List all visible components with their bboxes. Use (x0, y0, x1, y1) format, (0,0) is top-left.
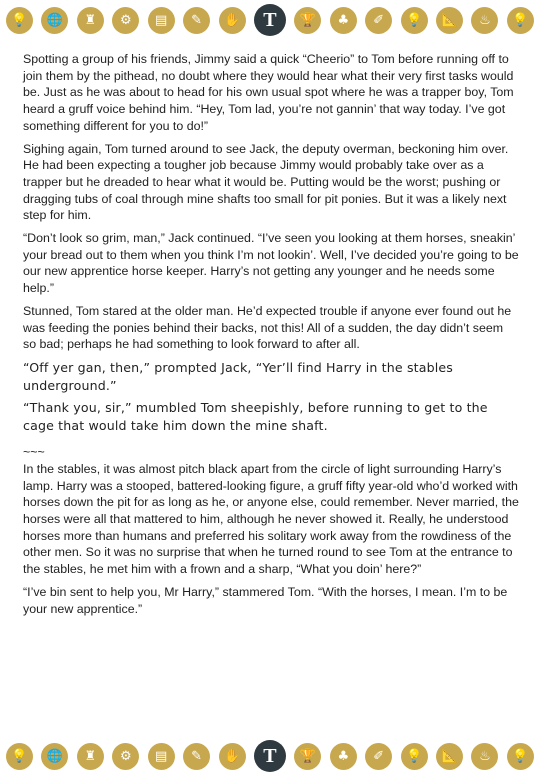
lightbulb-icon: 💡 (6, 743, 33, 770)
paragraph: In the stables, it was almost pitch black apart from the circle of light surrounding Harry’s lamp. Harry was a stooped, battered-looking figure, a gruff fifty year-old who’d worked with horses down the pit for as long as he, or anyone else, could remember. Never married, the horses were all that mattered to him, although he never showed it. Really, he understood horses more than humans and preferred his solitary work away from the rowdiness of the other men. So it was no surprise that when he turned round to see Tom at the entrance to the stables, he met him with a frown and a sharp, “What you doin’ here?” (23, 461, 519, 577)
paragraph: “Don’t look so grim, man,” Jack continued. “I’ve seen you looking at them horses, sneakin’ your bread out to them when you think I’m not lookin’. Well, I’ve decided you’re going to be our new apprentice horse keeper. Harry’s not getting any younger and he needs some help.” (23, 231, 519, 296)
dialogue-paragraph: “Thank you, sir,” mumbled Tom sheepishly, before running to get to the cage that would take him down the mine shaft. (23, 399, 488, 433)
tree-icon: ♣ (330, 7, 357, 34)
book-icon: ▤ (148, 743, 175, 770)
hands-icon: ✋ (219, 743, 246, 770)
pot-icon: ♨ (471, 743, 498, 770)
paragraph: “I’ve bin sent to help you, Mr Harry,” stammered Tom. “With the horses, I mean. I’m to be your new apprentice.” (23, 584, 508, 616)
globe-icon: 🌐 (41, 743, 68, 770)
castle-icon: ♜ (77, 7, 104, 34)
scene-separator: ~~~ (23, 444, 45, 459)
lightbulb-icon: 💡 (6, 7, 33, 34)
pencil-icon: ✐ (365, 743, 392, 770)
header-icon-row (0, 0, 540, 40)
head-gear-icon: ⚙ (112, 743, 139, 770)
palette-icon: ✎ (183, 7, 210, 34)
trophy-icon: 🏆 (294, 7, 321, 34)
head-gear-icon: ⚙ (112, 7, 139, 34)
footer-icon-row (0, 736, 540, 776)
dialogue-paragraph: “Off yer gan, then,” prompted Jack, “Yer’ll find Harry in the stables underground.” (23, 359, 454, 393)
lamp-icon: 💡 (401, 743, 428, 770)
pencil-icon: ✐ (365, 7, 392, 34)
ruler-icon: 📐 (436, 743, 463, 770)
castle-icon: ♜ (77, 743, 104, 770)
book-icon: ▤ (148, 7, 175, 34)
paragraph: Stunned, Tom stared at the older man. He’d expected trouble if anyone ever found out he was feeding the ponies behind their backs, not this! All of a sudden, the day didn’t seem so bad; perhaps he had something to look forward to after all. (23, 303, 512, 352)
trophy-icon: 🏆 (294, 743, 321, 770)
story-text (23, 51, 519, 623)
hands-icon: ✋ (219, 7, 246, 34)
palette-icon: ✎ (183, 743, 210, 770)
logo-t-icon: T (254, 4, 286, 36)
lightbulb-icon: 💡 (507, 743, 534, 770)
pot-icon: ♨ (471, 7, 498, 34)
lightbulb-icon: 💡 (507, 7, 534, 34)
paragraph: Sighing again, Tom turned around to see Jack, the deputy overman, beckoning him over. He had been expecting a tougher job because Jimmy would probably take over as a trapper but he dreaded to hear what it would be. Putting would be the worst; pushing or dragging tubs of coal through mine shafts too small for pit ponies. But it was a likely next step for him. (23, 141, 509, 223)
lamp-icon: 💡 (401, 7, 428, 34)
ruler-icon: 📐 (436, 7, 463, 34)
globe-icon: 🌐 (41, 7, 68, 34)
tree-icon: ♣ (330, 743, 357, 770)
paragraph: Spotting a group of his friends, Jimmy said a quick “Cheerio” to Tom before running off to join them by the pithead, no doubt where they would hear what their very first tasks would be. Just as he was about to head for his own usual spot where he was a trapper boy, Tom heard a gruff voice behind him. “Hey, Tom lad, you’re not gannin’ that way today. I’ve got something different for you to do!” (23, 52, 514, 133)
logo-t-icon: T (254, 740, 286, 772)
